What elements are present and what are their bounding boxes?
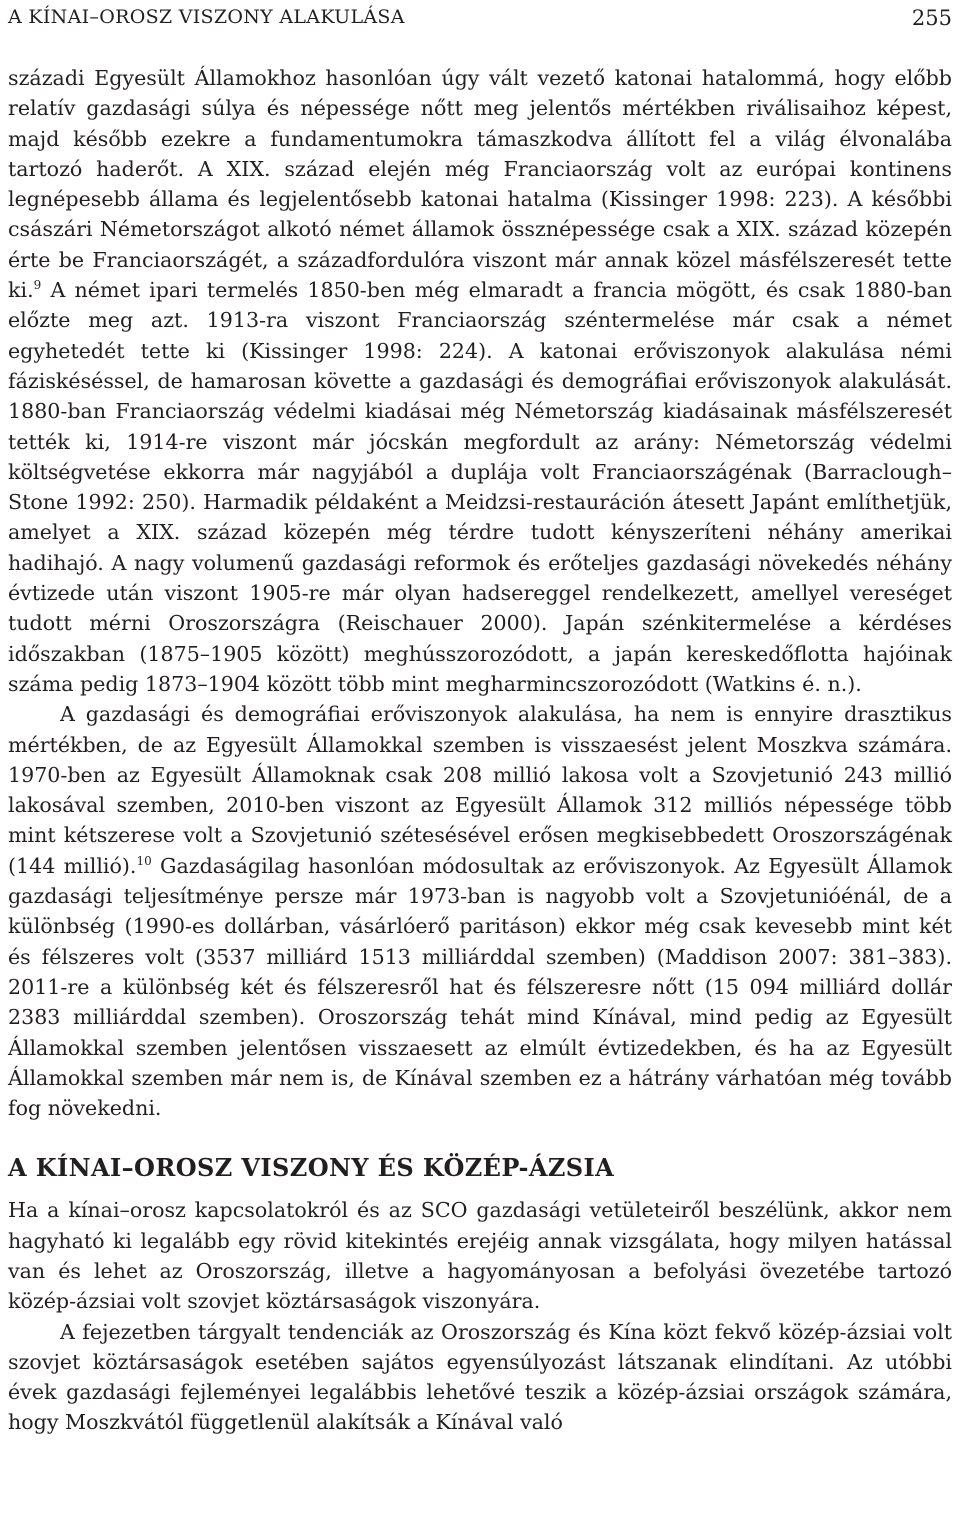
running-head: A KÍNAI–OROSZ VISZONY ALAKULÁSA [8, 6, 405, 28]
paragraph-4: A fejezetben tárgyalt tendenciák az Oroszország és Kína közt fekvő közép-ázsiai volt szovjet köztársaságok esetében sajátos egyensúlyozást látszanak elindítani. Az utóbbi évek gazdasági fejleményei legalábbis lehetővé teszik a közép-ázsiai országok számára, hogy Moszkvától függetlenül alakítsák a Kínával való [8, 1319, 952, 1435]
paragraph-1-text-b: A német ipari termelés 1850-ben még elmaradt a francia mögött, és csak 1880-ban előzte meg azt. 1913-ra viszont Franciaország széntermelése már csak a német egyhetedét tette ki (Kissinger 1998: 224). A katonai erőviszonyok alakulása némi fáziskéséssel, de hamarosan követte a gazdasági és demográfiai erőviszonyok alakulását. 1880-ban Franciaország védelmi kiadásai még Németország kiadásainak másfélszeresét tették ki, 1914-re viszont már jócskán megfordult az arány: Németország védelmi költségvetése ekkorra már nagyjából a duplája volt Franciaországénak (Barraclough–Stone 1992: 250). Harmadik példaként a Meidzsi-restauráción átesett Japánt említhetjük, amelyet a XIX. század közepén még térdre tudott kényszeríteni néhány amerikai hadihajó. A nagy volumenű gazdasági reformok és erőteljes gazdasági növekedés néhány évtizede után viszont 1905-re már olyan hadsereggel rendelkezett, amellyel vereséget tudott mérni Oroszországra (Reischauer 2000). Japán szénkitermelése a kérdéses időszakban (1875–1905 között) meghússzorozódott, a japán kereskedőflotta hajóinak száma pedig 1873–1904 között több mint megharmincszorozódott (Watkins é. n.). [8, 278, 952, 696]
footnote-ref-9: 9 [33, 278, 42, 293]
footnote-ref-10: 10 [136, 853, 152, 868]
paragraph-1 [8, 63, 952, 699]
paragraph-2 [8, 699, 952, 1123]
page-number: 255 [911, 6, 952, 30]
paragraph-2-text-b: Gazdaságilag hasonlóan módosultak az erőviszonyok. Az Egyesült Államok gazdasági teljesítménye persze már 1973-ban is nagyobb volt a Szovjetunióénál, de a különbség (1990-es dollárban, vásárlóerő paritáson) ekkor még csak kevesebb mint két és félszeres volt (3537 milliárd 1513 milliárddal szemben) (Maddison 2007: 381–383). 2011-re a különbség két és félszeresről hat és félszeresre nőtt (15 094 milliárd dollár 2383 milliárddal szemben). Oroszország tehát mind Kínával, mind pedig az Egyesült Államokkal szemben jelentősen visszaesett az elmúlt évtizedekben, és ha az Egyesült Államokkal szemben már nem is, de Kínával szemben ez a hátrány várhatóan még tovább fog növekedni. [8, 853, 952, 1121]
page-header [8, 4, 952, 32]
section-heading: A KÍNAI–OROSZ VISZONY ÉS KÖZÉP-ÁZSIA [8, 1153, 615, 1183]
paragraph-3: Ha a kínai–orosz kapcsolatokról és az SCO gazdasági vetületeiről beszélünk, akkor nem hagyható ki legalább egy rövid kitekintés erejéig annak vizsgálata, hogy milyen hatással van és lehet az Oroszország, illetve a hagyományosan a befolyási övezetébe tartozó közép-ázsiai volt szovjet köztársaságok viszonyára. [8, 1198, 952, 1314]
paragraph-1-text-a: századi Egyesült Államokhoz hasonlóan úgy vált vezető katonai hatalommá, hogy előbb relatív gazdasági súlya és népessége nőtt meg jelentős mértékben riválisaihoz képest, majd később ezekre a fundamentumokra támaszkodva állított fel a világ élvonalába tartozó haderőt. A XIX. század elején még Franciaország volt az európai kontinens legnépesebb állama és legjelentősebb katonai hatalma (Kissinger 1998: 223). A későbbi császári Németországot alkotó német államok össznépessége csak a XIX. század közepén érte be Franciaországét, a századfordulóra viszont már annak közel másfélszeresét tette ki. [8, 66, 952, 303]
page-body [8, 63, 952, 1438]
paragraph-2-text-a: A gazdasági és demográfiai erőviszonyok alakulása, ha nem is ennyire drasztikus mértékben, de az Egyesült Államokkal szemben is visszaesést jelent Moszkva számára. 1970-ben az Egyesült Államoknak csak 208 millió lakosa volt a Szovjetunió 243 millió lakosával szemben, 2010-ben viszont az Egyesült Államok 312 milliós népessége több mint kétszerese volt a Szovjetunió szétesésével erősen megkisebbedett Oroszországénak (144 millió). [8, 702, 952, 878]
